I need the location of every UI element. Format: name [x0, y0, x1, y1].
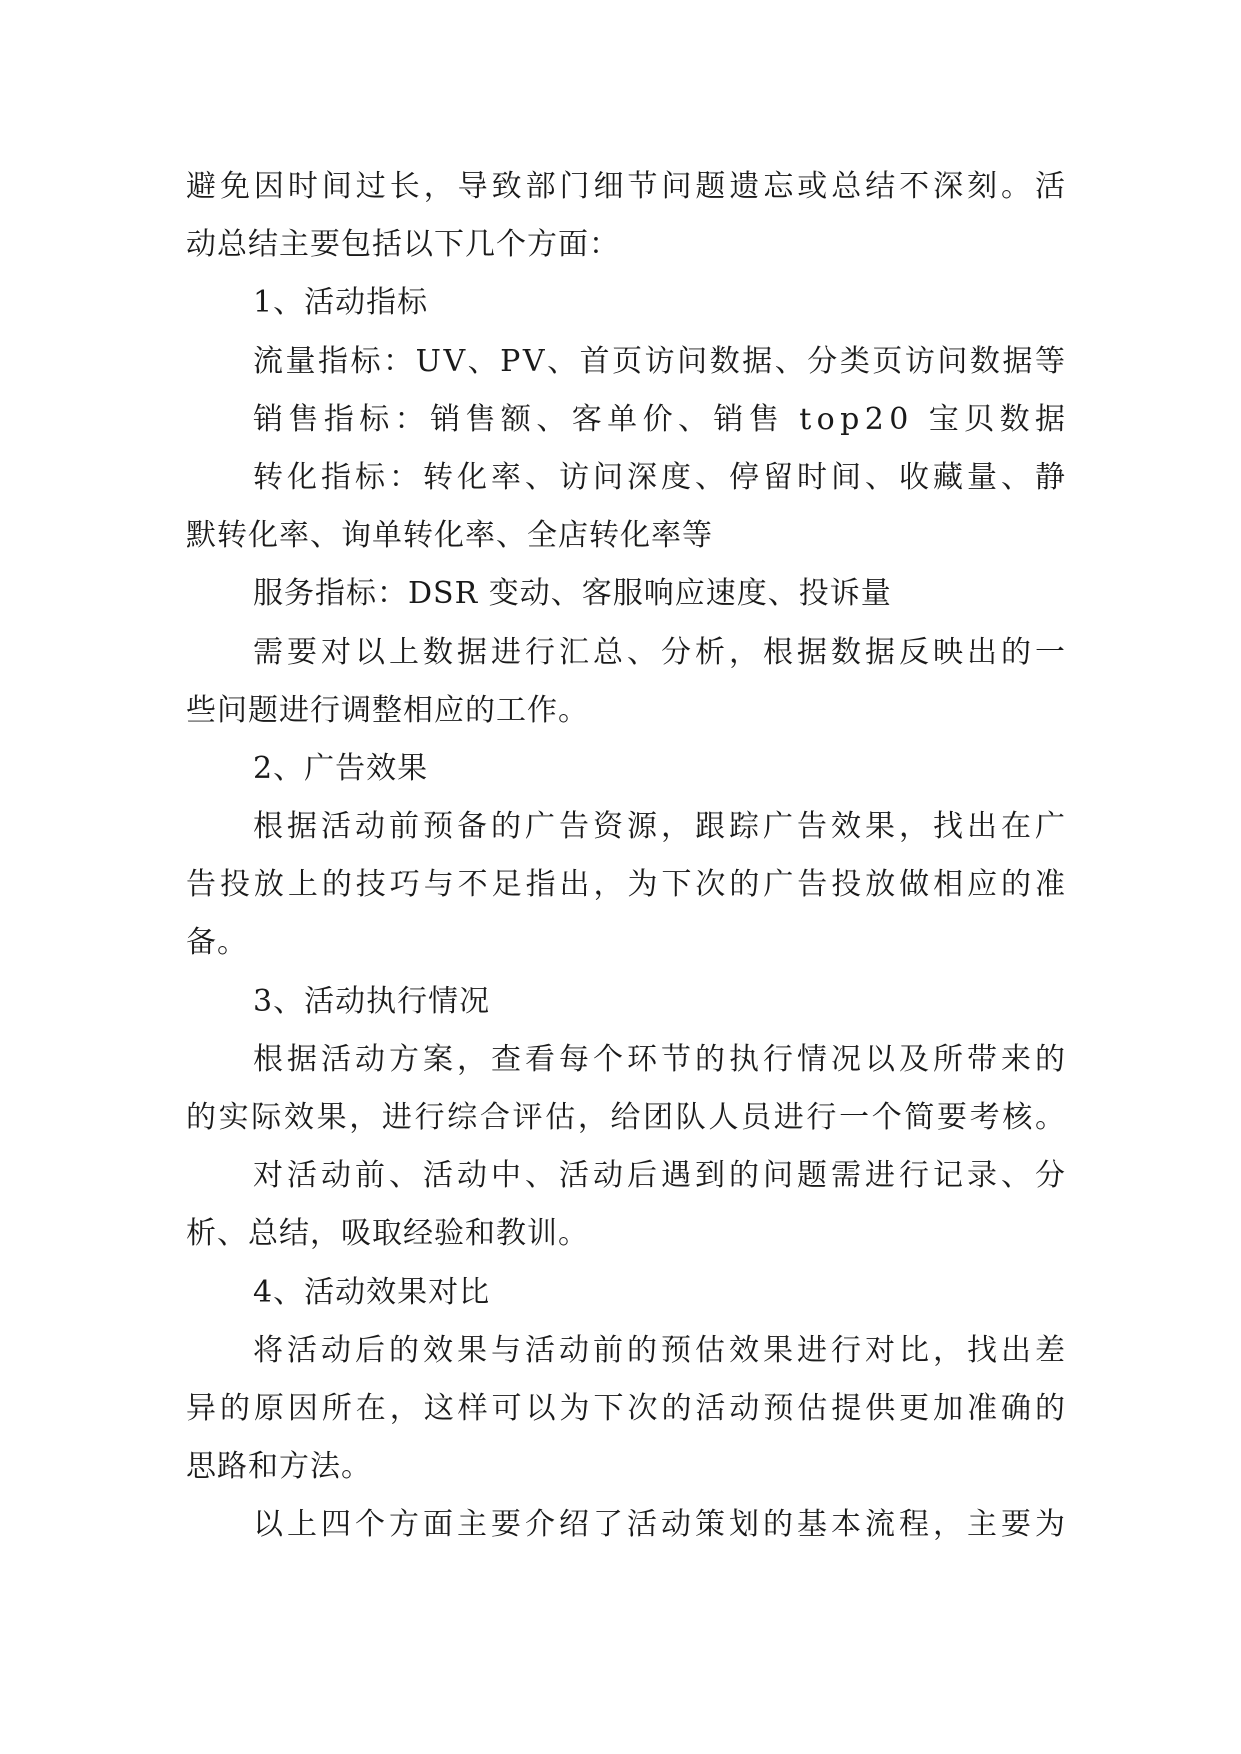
- text-line-content: 避免因时间过长，导致部门细节问题遗忘或总结不深刻。活: [186, 169, 1069, 204]
- text-line-content: 1、活动指标: [253, 285, 429, 321]
- text-line: [186, 1264, 1066, 1322]
- text-line-content: 根据活动方案，查看每个环节的执行情况以及所带来的: [253, 1041, 1069, 1077]
- text-line-content: 异的原因所在，这样可以为下次的活动预估提供更加准确的: [186, 1390, 1069, 1426]
- text-line: [186, 624, 1069, 682]
- text-line-content: 3、活动执行情况: [253, 983, 491, 1019]
- text-line: [186, 1147, 1069, 1205]
- text-line: [186, 1496, 1069, 1554]
- text-line: [186, 565, 1066, 623]
- text-line: [186, 798, 1069, 856]
- text-line-content: 转化指标：转化率、访问深度、停留时间、收藏量、静: [253, 459, 1069, 495]
- text-line: [186, 856, 1069, 914]
- text-line-content: 思路和方法。: [186, 1449, 372, 1485]
- text-line: [186, 274, 1066, 332]
- text-line: [186, 914, 1066, 972]
- text-line: [186, 1438, 1066, 1496]
- text-line: [186, 391, 1071, 449]
- text-line-content: 销售指标：销售额、客单价、销售 top20 宝贝数据: [253, 401, 1071, 437]
- text-line: [186, 158, 1069, 216]
- text-line-content: 告投放上的技巧与不足指出，为下次的广告投放做相应的准: [186, 867, 1069, 903]
- text-line: [186, 1205, 1066, 1263]
- text-line-content: 些问题进行调整相应的工作。: [186, 692, 589, 728]
- text-line-content: 的实际效果，进行综合评估，给团队人员进行一个简要考核。: [186, 1100, 1068, 1135]
- text-line: [186, 1380, 1069, 1438]
- text-line-content: 需要对以上数据进行汇总、分析，根据数据反映出的一: [253, 634, 1069, 670]
- text-line-content: 4、活动效果对比: [253, 1274, 491, 1310]
- text-line-content: 流量指标：UV、PV、首页访问数据、分类页访问数据等: [253, 343, 1068, 379]
- text-line: [186, 740, 1066, 798]
- text-line-content: 备。: [186, 925, 248, 961]
- text-line-content: 以上四个方面主要介绍了活动策划的基本流程，主要为: [253, 1507, 1069, 1543]
- text-line-content: 对活动前、活动中、活动后遇到的问题需进行记录、分: [253, 1158, 1069, 1194]
- text-line-content: 服务指标：DSR 变动、客服响应速度、投诉量: [253, 576, 892, 612]
- text-line-content: 将活动后的效果与活动前的预估效果进行对比，找出差: [253, 1332, 1069, 1368]
- text-line-content: 默转化率、询单转化率、全店转化率等: [186, 518, 713, 554]
- text-line: [186, 333, 1066, 391]
- text-line: [186, 1089, 1066, 1147]
- text-line: [186, 682, 1066, 740]
- document-body: [186, 158, 1071, 1555]
- text-line-content: 2、广告效果: [253, 750, 429, 786]
- text-line-content: 动总结主要包括以下几个方面：: [186, 227, 620, 263]
- text-line: [186, 507, 1066, 565]
- text-line: [186, 216, 1066, 274]
- text-line: [186, 449, 1069, 507]
- text-line-content: 析、总结，吸取经验和教训。: [186, 1216, 589, 1252]
- text-line: [186, 973, 1066, 1031]
- text-line: [186, 1322, 1069, 1380]
- text-line: [186, 1031, 1069, 1089]
- text-line-content: 根据活动前预备的广告资源，跟踪广告效果，找出在广: [253, 809, 1069, 845]
